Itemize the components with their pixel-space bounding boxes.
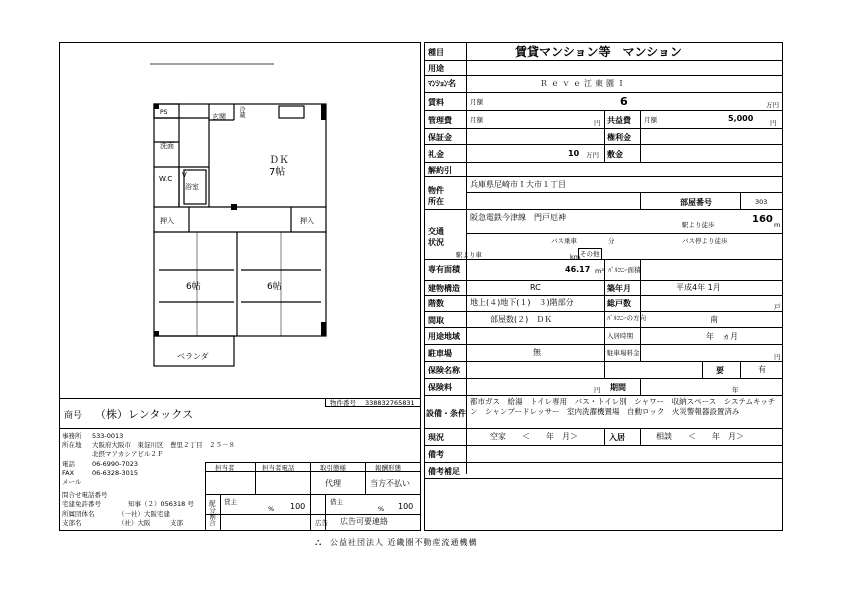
property-no-label: 物件番号 bbox=[330, 399, 356, 407]
layout-value: 部屋数(２) ＤＫ bbox=[490, 315, 553, 324]
area-value: 46.17 bbox=[565, 265, 591, 274]
footer-logo-icon: ⛬ bbox=[315, 538, 322, 548]
label-built: 築年月 bbox=[607, 284, 631, 293]
fp-storage-1: 押入 bbox=[160, 217, 174, 225]
pct-unit-1: % bbox=[268, 505, 275, 513]
floorplan bbox=[59, 42, 421, 399]
pct-unit-2: % bbox=[378, 505, 385, 513]
bus-stop-label: バス停より徒歩 bbox=[682, 237, 728, 245]
floors-value: 地上(４)地下(１) ３)階部分 bbox=[470, 298, 574, 307]
fp-storage-2: 押入 bbox=[300, 217, 314, 225]
company-label: 商号 bbox=[64, 411, 83, 421]
label-supp: 備考補足 bbox=[428, 467, 460, 476]
person-tel-label: 担当者電話 bbox=[262, 464, 295, 472]
label-transport: 交通状況 bbox=[428, 227, 444, 247]
yesno: 有 bbox=[758, 365, 766, 374]
key-value: 10 bbox=[568, 149, 580, 158]
label-interest: 権利金 bbox=[607, 133, 631, 142]
mgmt-unit: 円 bbox=[594, 119, 601, 127]
dist-label: 配分割合 bbox=[208, 500, 216, 526]
label-common: 共益費 bbox=[607, 116, 631, 125]
built-value: 平成4年 1月 bbox=[676, 283, 721, 292]
move-label: 入居時期 bbox=[607, 332, 633, 340]
parking-unit: 円 bbox=[774, 353, 781, 361]
office-label: 事務所 bbox=[62, 432, 82, 440]
label-households: 総戸数 bbox=[607, 299, 631, 308]
move-in-label: 入居 bbox=[609, 433, 625, 442]
label-equipment: 設備・条件 bbox=[426, 409, 466, 418]
status-value: 空家 ＜ 年 月＞ bbox=[490, 432, 578, 441]
label-structure: 建物構造 bbox=[428, 284, 460, 293]
label-layout: 間取 bbox=[428, 316, 444, 325]
name-value: Ｒｅｖｅ江東園Ｉ bbox=[540, 79, 628, 88]
fee-value: 当方不払い bbox=[370, 479, 410, 488]
person-label: 担当者 bbox=[215, 464, 235, 472]
address-value: 兵庫県尼崎市Ｉ大市１丁目 bbox=[470, 180, 566, 189]
direction-label: ﾊﾞﾙｺﾆｰの方向 bbox=[607, 314, 646, 322]
tx-value: 代理 bbox=[325, 479, 341, 488]
key-unit: 万円 bbox=[586, 151, 599, 159]
label-key: 礼金 bbox=[428, 150, 444, 159]
label-name: ﾏﾝｼｮﾝ名 bbox=[428, 79, 456, 88]
property-no: 338832765831 bbox=[365, 399, 415, 407]
owner-label: 貸主 bbox=[224, 498, 237, 506]
move-in-value: 相談 ＜ 年 月＞ bbox=[656, 432, 744, 441]
label-usage: 用途地域 bbox=[428, 332, 460, 341]
license: 知事（２）056318 号 bbox=[128, 500, 194, 508]
assoc: （一社）大阪宅建 bbox=[118, 510, 170, 518]
equipment-value: 都市ガス 給湯 トイレ専用 バス・トイレ別 シャワー 収納スペース システムキッチン シャンプードレッサー 室内洗濯機置場 自動ロック 火災警報器設置済み bbox=[470, 397, 776, 416]
common-month: 月額 bbox=[644, 116, 657, 124]
tel-label: 電話 bbox=[62, 460, 75, 468]
bus-label: バス乗車 bbox=[551, 237, 577, 245]
from-station: 駅より車 bbox=[456, 251, 482, 259]
company-name: （株）レンタックス bbox=[95, 408, 194, 421]
branch: （社）大阪 支部 bbox=[118, 519, 183, 527]
parking-value: 無 bbox=[533, 348, 541, 357]
label-area: 専有面積 bbox=[428, 265, 460, 274]
common-value: 5,000 bbox=[728, 114, 754, 123]
location2: 北摂マアカシアビル２Ｆ bbox=[92, 450, 164, 458]
parking-fee: 駐車場料金 bbox=[607, 349, 640, 357]
branch-label: 支部名 bbox=[62, 519, 82, 527]
fax: 06-6328-3015 bbox=[92, 469, 139, 477]
year-unit: 年 bbox=[732, 386, 739, 394]
broker-label: 借主 bbox=[330, 498, 343, 506]
walk-unit: m bbox=[774, 221, 781, 229]
room-value: 303 bbox=[755, 198, 768, 206]
fax-label: FAX bbox=[62, 469, 75, 477]
fp-room2: 6帖 bbox=[267, 282, 282, 292]
fp-bath: 浴室 bbox=[185, 183, 199, 191]
page-title: 賃貸マンション等 マンション bbox=[515, 45, 682, 59]
label-insurance-fee: 保険料 bbox=[428, 383, 452, 392]
label-type: 種目 bbox=[428, 48, 444, 57]
fp-wash: 洗面 bbox=[160, 142, 174, 150]
location: 大阪府大阪市 東淀川区 豊里２丁目 ２５－８ bbox=[92, 441, 235, 449]
fee-label: 報酬形態 bbox=[375, 464, 401, 472]
label-parking: 駐車場 bbox=[428, 349, 452, 358]
label-shiki: 敷金 bbox=[607, 150, 623, 159]
ad-label: 広告 bbox=[315, 519, 328, 527]
insurance-unit: 円 bbox=[594, 386, 601, 394]
label-rent: 賃料 bbox=[428, 98, 444, 107]
label-deposit: 保証金 bbox=[428, 133, 452, 142]
label-address: 物件所在 bbox=[428, 186, 444, 206]
license-label: 宅建免許番号 bbox=[62, 500, 101, 508]
floorplan-drawing bbox=[59, 42, 421, 399]
label-use: 用途 bbox=[428, 64, 444, 73]
fp-v: V bbox=[182, 171, 187, 179]
label-status: 現況 bbox=[428, 433, 444, 442]
label-floors: 階数 bbox=[428, 299, 444, 308]
label-kaiyaku: 解約引 bbox=[428, 166, 452, 175]
footer: 公益社団法人 近畿圏不動産流通機構 bbox=[330, 538, 478, 547]
bus-min: 分 bbox=[608, 237, 615, 245]
fp-fridge: 冷蔵 bbox=[238, 106, 245, 118]
fp-dk: ＤＫ bbox=[269, 155, 289, 166]
common-unit: 円 bbox=[770, 119, 777, 127]
move-value: 年 ヵ月 bbox=[706, 332, 738, 341]
households-unit: 戸 bbox=[774, 303, 781, 311]
fp-dk-size: 7帖 bbox=[269, 167, 286, 178]
fp-room1: 6帖 bbox=[186, 282, 201, 292]
rent-month: 月額 bbox=[470, 98, 483, 106]
area-unit: m² bbox=[595, 267, 604, 275]
other: その他 bbox=[580, 250, 600, 258]
inquiry-label: 問合せ電話番号 bbox=[62, 491, 108, 499]
pct2: 100 bbox=[398, 502, 414, 511]
office: 533-0013 bbox=[92, 432, 124, 440]
label-period: 期間 bbox=[610, 383, 626, 392]
walk-value: 160 bbox=[752, 214, 773, 225]
fp-entrance: 玄関 bbox=[212, 113, 226, 121]
station-label: 駅より徒歩 bbox=[682, 221, 715, 229]
label-notes: 備考 bbox=[428, 450, 444, 459]
fp-ps: PS bbox=[160, 109, 168, 116]
line-value: 阪急電鉄今津線 門戸厄神 bbox=[470, 213, 566, 222]
rent-value: 6 bbox=[620, 95, 628, 108]
km: km bbox=[570, 253, 581, 261]
pct1: 100 bbox=[290, 502, 306, 511]
rent-unit: 万円 bbox=[766, 101, 779, 109]
fp-veranda: ベランダ bbox=[177, 352, 209, 361]
assoc-label: 所属団体名 bbox=[62, 510, 95, 518]
label-room: 部屋番号 bbox=[680, 198, 712, 207]
ad-value: 広告可要連絡 bbox=[340, 517, 388, 526]
required-label: 要 bbox=[716, 366, 724, 375]
tx-label: 取引態様 bbox=[320, 464, 346, 472]
label-mgmt: 管理費 bbox=[428, 116, 452, 125]
tel: 06-6990-7023 bbox=[92, 460, 139, 468]
direction-value: 南 bbox=[710, 315, 718, 324]
fp-wc: W.C bbox=[159, 175, 173, 183]
structure-value: RC bbox=[530, 283, 541, 292]
label-insurance: 保険名称 bbox=[428, 366, 460, 375]
balcony-label: ﾊﾞﾙｺﾆｰ面積 bbox=[608, 266, 641, 274]
location-label: 所在地 bbox=[62, 441, 82, 449]
mgmt-month: 月額 bbox=[470, 116, 483, 124]
mail-label: メール bbox=[62, 478, 82, 486]
